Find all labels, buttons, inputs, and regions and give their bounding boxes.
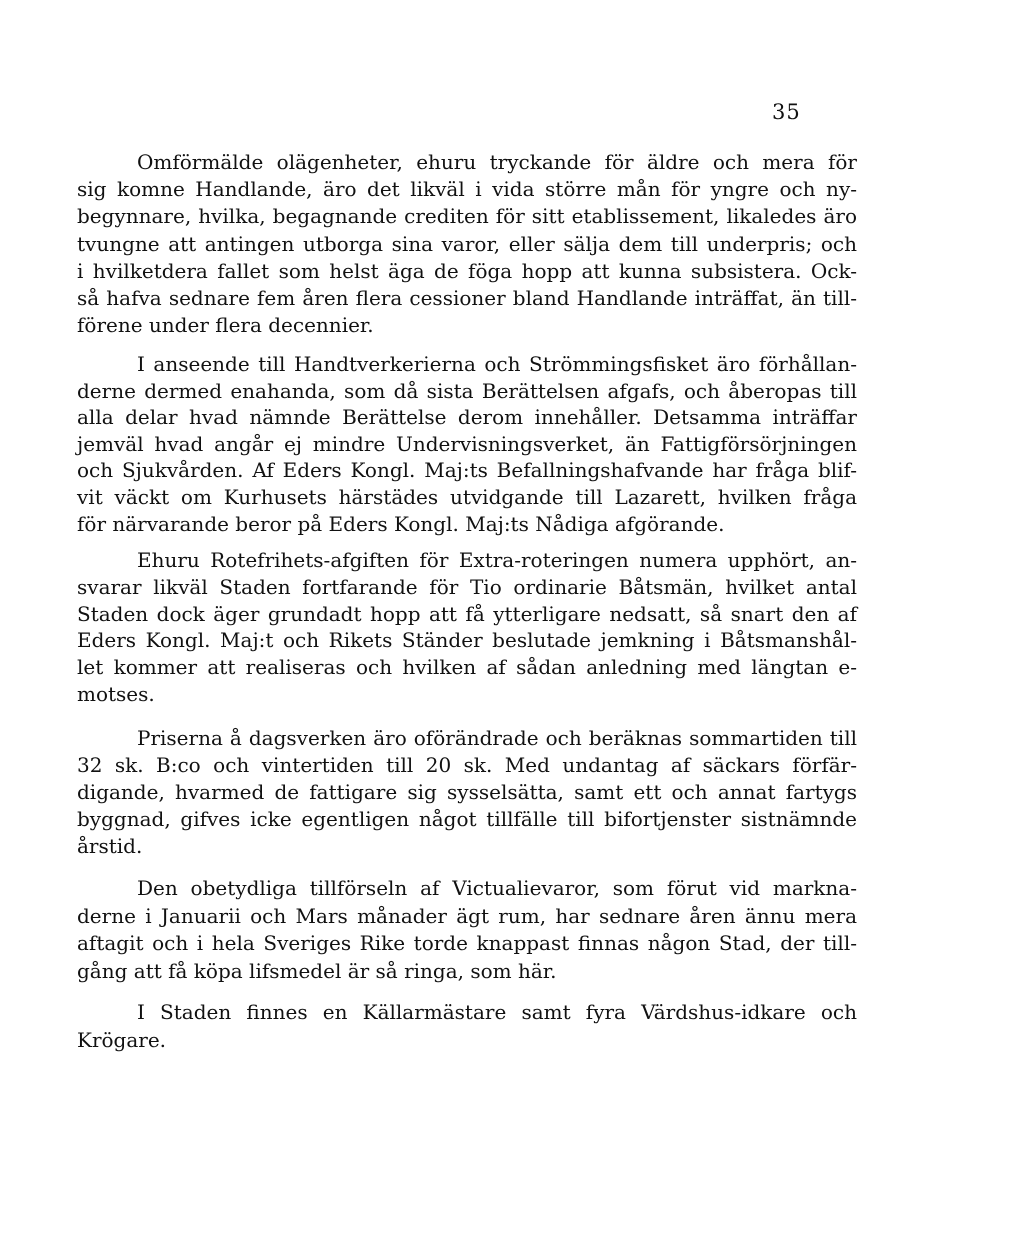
text-line: derne i Januarii och Mars månader ägt rum, har sednare åren ännu mera bbox=[77, 903, 857, 928]
text-line: i hvilketdera fallet som helst äga de föga hopp att kunna subsistera. Ock- bbox=[77, 258, 857, 283]
text-line: 32 sk. B:co och vintertiden till 20 sk. Med undantag af säckars förfär- bbox=[77, 753, 857, 777]
text-line: Eders Kongl. Maj:t och Rikets Ständer beslutade jemkning i Båtsmanshål- bbox=[77, 628, 857, 653]
text-line: jemväl hvad angår ej mindre Undervisningsverket, än Fattigförsörjningen bbox=[77, 431, 857, 456]
text-line: årstid. bbox=[77, 834, 143, 858]
text-line: vit väckt om Kurhusets härstädes utvidgande till Lazarett, hvilken fråga bbox=[77, 485, 857, 509]
text-line: aftagit och i hela Sveriges Rike torde knappast finnas någon Stad, der till- bbox=[77, 931, 857, 956]
text-line: let kommer att realiseras och hvilken af sådan anledning med längtan e- bbox=[77, 655, 857, 680]
text-line: begynnare, hvilka, begagnande crediten för sitt etablissement, likaledes äro bbox=[77, 204, 857, 229]
text-line: Krögare. bbox=[77, 1028, 167, 1052]
text-line: svarar likväl Staden fortfarande för Tio ordinarie Båtsmän, hvilket antal bbox=[77, 574, 857, 599]
page-number: 35 bbox=[772, 100, 801, 124]
text-line: I anseende till Handtverkerierna och Strömmingsfisket äro förhållan- bbox=[137, 352, 857, 376]
text-line: för närvarande beror på Eders Kongl. Maj:ts Nådiga afgörande. bbox=[77, 511, 725, 536]
text-line: och Sjukvården. Af Eders Kongl. Maj:ts Befallningshafvande har fråga blif- bbox=[77, 458, 857, 483]
text-line: Omförmälde olägenheter, ehuru tryckande för äldre och mera för bbox=[137, 150, 857, 174]
text-line: derne dermed enahanda, som då sista Berättelsen afgafs, och åberopas till bbox=[77, 378, 857, 403]
text-line: I Staden finnes en Källarmästare samt fyra Värdshus-idkare och bbox=[137, 1000, 857, 1024]
text-line: Priserna å dagsverken äro oförändrade och beräknas sommartiden till bbox=[137, 726, 857, 750]
text-line: byggnad, gifves icke egentligen något tillfälle till bifortjenster sistnämnde bbox=[77, 807, 857, 831]
text-line: motses. bbox=[77, 682, 155, 706]
text-line: Staden dock äger grundadt hopp att få ytterligare nedsatt, så snart den af bbox=[77, 601, 857, 626]
text-line: alla delar hvad nämnde Berättelse derom innehåller. Detsamma inträffar bbox=[77, 405, 857, 430]
text-line: sig komne Handlande, äro det likväl i vida större mån för yngre och ny- bbox=[77, 177, 857, 202]
text-line: tvungne att antingen utborga sina varor, eller sälja dem till underpris; och bbox=[77, 231, 857, 256]
text-line: gång att få köpa lifsmedel är så ringa, som här. bbox=[77, 959, 557, 984]
text-line: förene under flera decennier. bbox=[77, 313, 374, 338]
text-line: Den obetydliga tillförseln af Victualievaror, som förut vid markna- bbox=[137, 876, 857, 900]
text-line: så hafva sednare fem åren flera cessioner bland Handlande inträffat, än till- bbox=[77, 286, 857, 310]
text-line: Ehuru Rotefrihets-afgiften för Extra-roteringen numera upphört, an- bbox=[137, 548, 857, 572]
text-line: digande, hvarmed de fattigare sig sysselsätta, samt ett och annat fartygs bbox=[77, 780, 857, 804]
